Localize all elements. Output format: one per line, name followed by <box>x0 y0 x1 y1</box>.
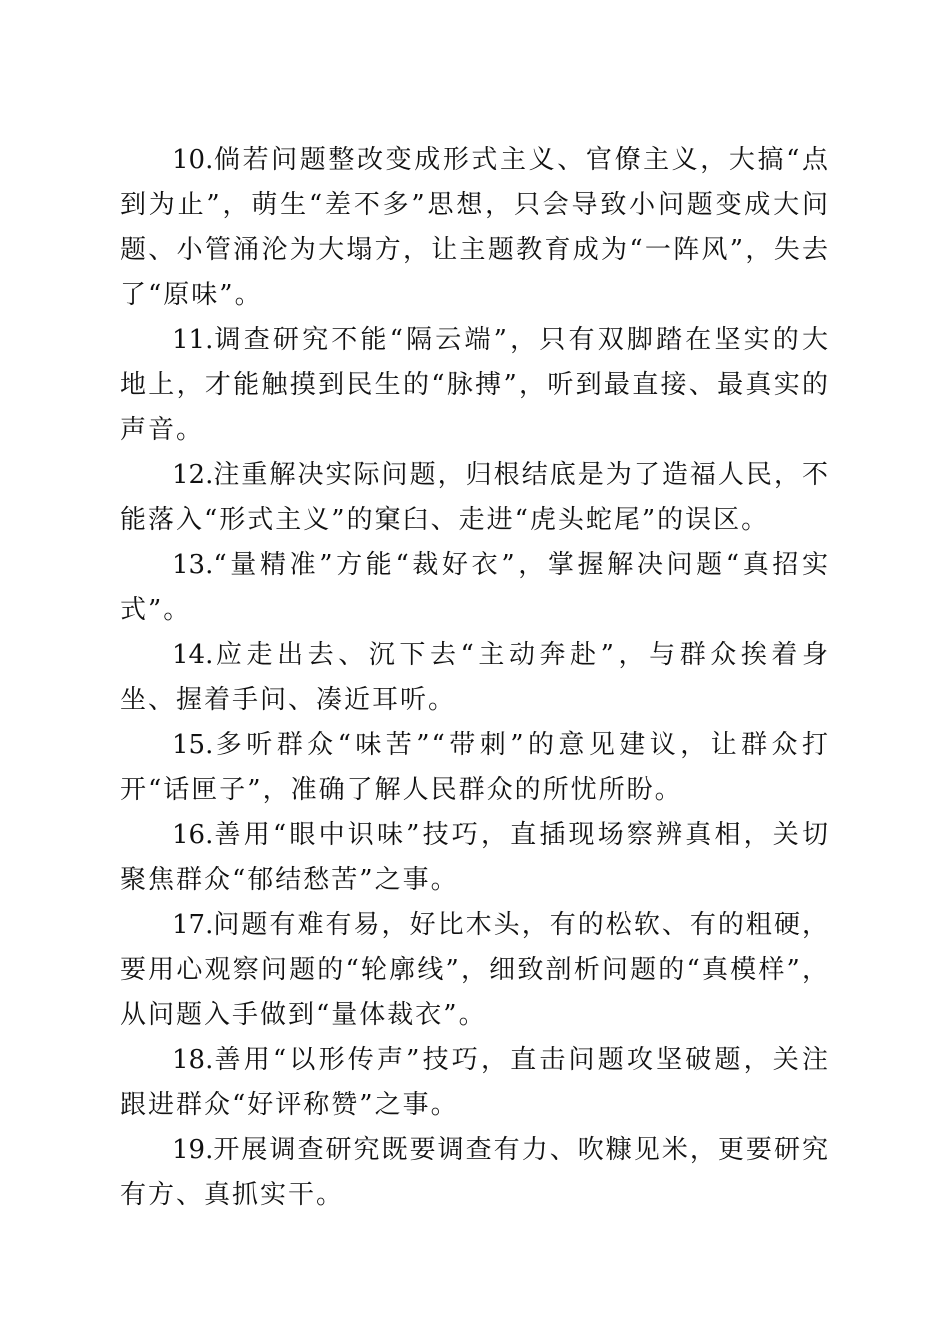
paragraph-18 <box>120 1038 830 1128</box>
paragraph-16 <box>120 813 830 903</box>
paragraph-number: 12. <box>172 460 214 490</box>
paragraph-12 <box>120 453 830 543</box>
paragraph-text: 善用“以形传声”技巧，直击问题攻坚破题，关注跟进群众“好评称赞”之事。 <box>120 1045 830 1120</box>
paragraph-text: 开展调查研究既要调查有力、吹糠见米，更要研究有方、真抓实干。 <box>120 1135 830 1210</box>
paragraph-text: “量精准”方能“裁好衣”，掌握解决问题“真招实式”。 <box>120 550 830 625</box>
paragraph-text: 调查研究不能“隔云端”，只有双脚踏在坚实的大地上，才能触摸到民生的“脉搏”，听到最直接、最真实的声音。 <box>120 325 830 445</box>
paragraph-text: 倘若问题整改变成形式主义、官僚主义，大搞“点到为止”，萌生“差不多”思想，只会导致小问题变成大问题、小管涌沦为大塌方，让主题教育成为“一阵风”，失去了“原味”。 <box>120 145 830 310</box>
paragraph-number: 19. <box>172 1135 214 1165</box>
paragraph-13 <box>120 543 830 633</box>
document-body <box>120 138 830 1218</box>
paragraph-17 <box>120 903 830 1038</box>
paragraph-14 <box>120 633 830 723</box>
paragraph-text: 注重解决实际问题，归根结底是为了造福人民，不能落入“形式主义”的窠臼、走进“虎头蛇尾”的误区。 <box>120 460 830 535</box>
paragraph-15 <box>120 723 830 813</box>
paragraph-number: 16. <box>172 820 214 850</box>
paragraph-text: 多听群众“味苦”“带刺”的意见建议，让群众打开“话匣子”，准确了解人民群众的所忧所盼。 <box>120 730 830 805</box>
paragraph-10 <box>120 138 830 318</box>
paragraph-text: 善用“眼中识味”技巧，直插现场察辨真相，关切聚焦群众“郁结愁苦”之事。 <box>120 820 830 895</box>
paragraph-number: 17. <box>172 910 214 940</box>
paragraph-number: 18. <box>172 1045 214 1075</box>
paragraph-number: 13. <box>172 550 214 580</box>
paragraph-number: 11. <box>172 325 214 355</box>
paragraph-11 <box>120 318 830 453</box>
paragraph-text: 应走出去、沉下去“主动奔赴”，与群众挨着身坐、握着手问、凑近耳听。 <box>120 640 830 715</box>
paragraph-text: 问题有难有易，好比木头，有的松软、有的粗硬，要用心观察问题的“轮廓线”，细致剖析问题的“真模样”，从问题入手做到“量体裁衣”。 <box>120 910 830 1030</box>
paragraph-number: 15. <box>172 730 214 760</box>
paragraph-number: 10. <box>172 145 214 175</box>
paragraph-19 <box>120 1128 830 1218</box>
paragraph-number: 14. <box>172 640 214 670</box>
